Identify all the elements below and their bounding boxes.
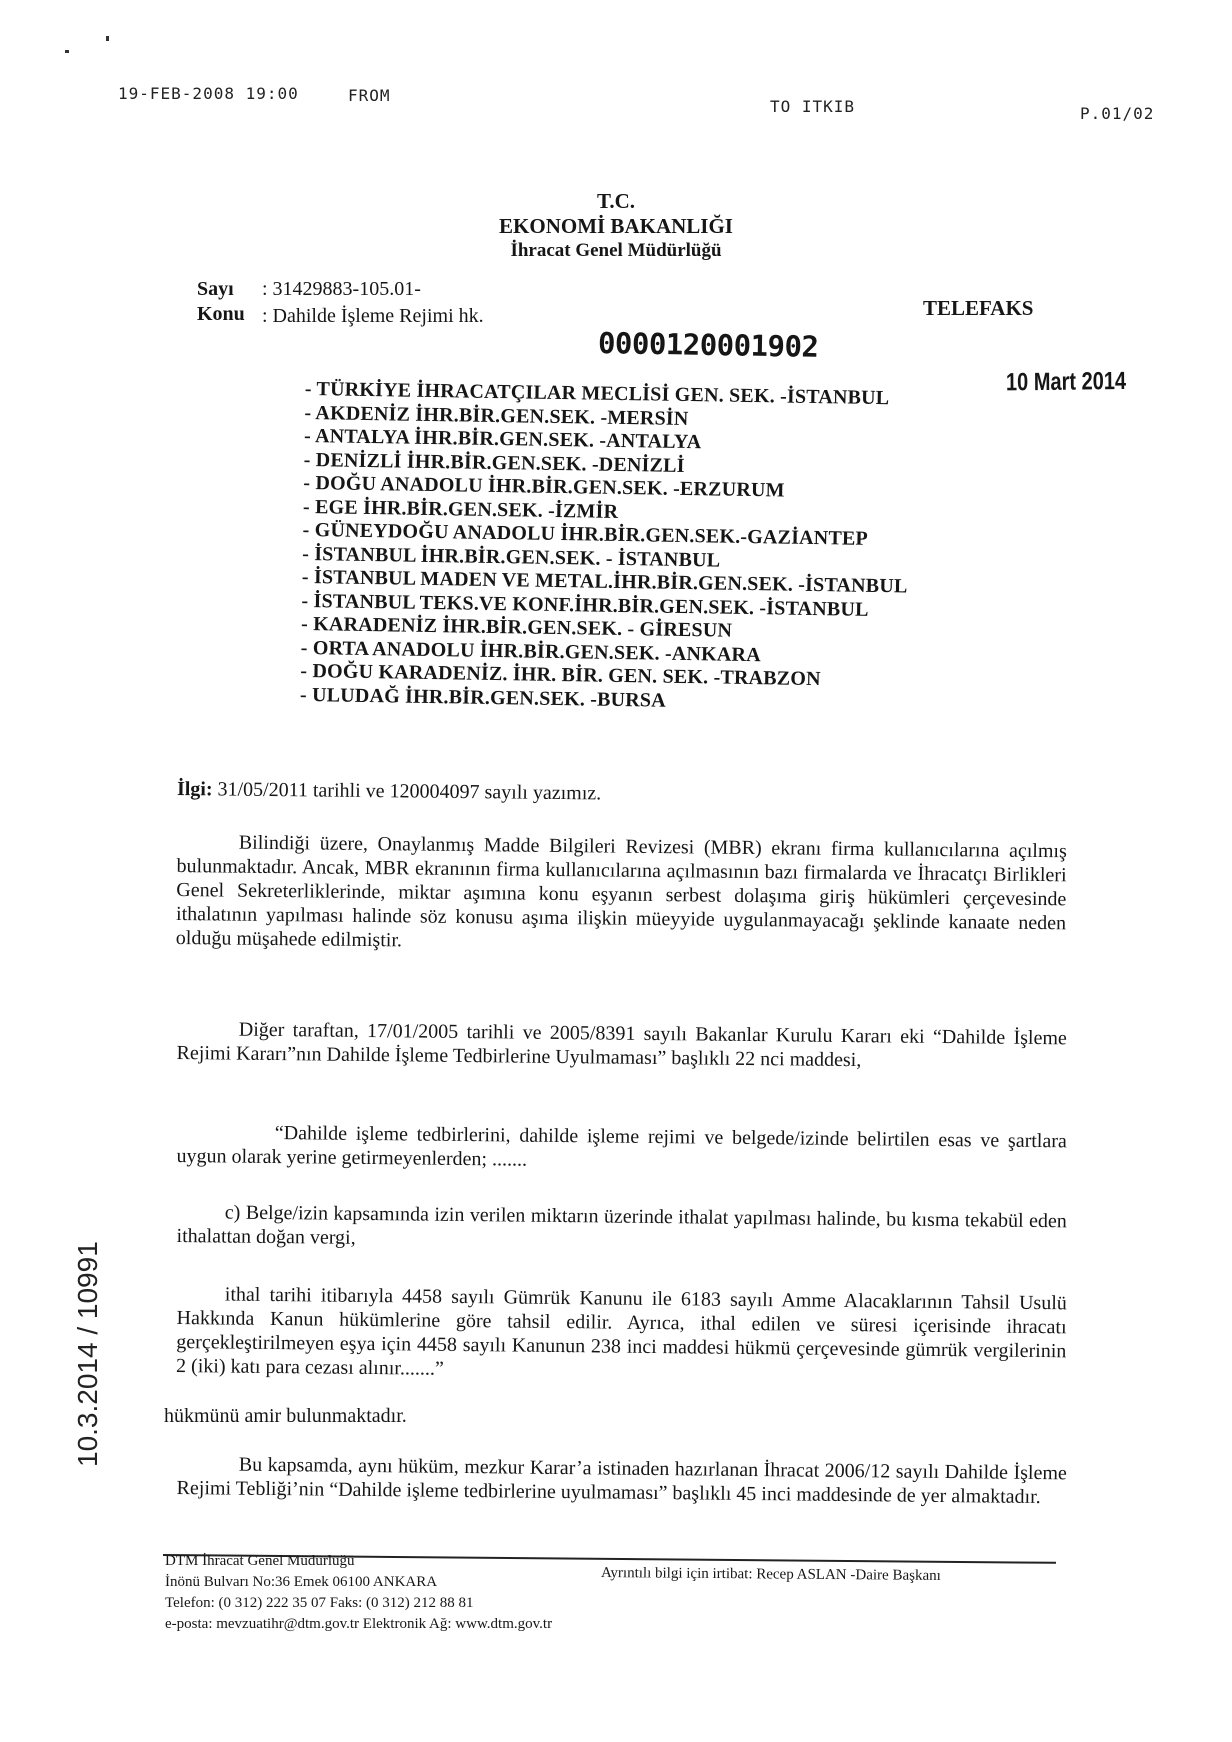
document-number: 0000120001902 <box>597 326 819 364</box>
ilgi-label: İlgi: <box>176 778 213 801</box>
recipient-item: - DENİZLİ İHR.BİR.GEN.SEK. -DENİZLİ <box>303 448 685 477</box>
recipient-item: - ORTA ANADOLU İHR.BİR.GEN.SEK. -ANKARA <box>300 636 761 666</box>
footer-directorate: DTM İhracat Genel Müdürlüğü <box>165 1553 355 1569</box>
recipient-item: - DOĞU ANADOLU İHR.BİR.GEN.SEK. -ERZURUM <box>303 471 785 502</box>
sayi-value: : 31429883-105.01- <box>262 278 421 300</box>
recipient-item: - GÜNEYDOĞU ANADOLU İHR.BİR.GEN.SEK.-GAZİANTEP <box>302 518 869 550</box>
letterhead-directorate: İhracat Genel Müdürlüğü <box>510 240 722 261</box>
fax-to: TO ITKIB <box>770 97 856 116</box>
konu-label: Konu <box>197 303 245 325</box>
recipient-item: - İSTANBUL İHR.BİR.GEN.SEK. - İSTANBUL <box>302 542 721 572</box>
recipient-item: - AKDENİZ İHR.BİR.GEN.SEK. -MERSİN <box>304 401 689 430</box>
footer-email-web: e-posta: mevzuatihr@dtm.gov.tr Elektronik Ağ: www.dtm.gov.tr <box>165 1616 553 1632</box>
recipient-item: - DOĞU KARADENİZ. İHR. BİR. GEN. SEK. -TRABZON <box>300 659 821 691</box>
stamp-date: 10 Mart 2014 <box>1005 367 1127 397</box>
paragraph-3-quote: “Dahilde işleme tedbirlerini, dahilde işleme rejimi ve belgede/izinde belirtilen esas ve şartlara uygun olarak yerine getirmeyenlerden; ....... <box>176 1122 1067 1171</box>
scan-speck <box>106 36 109 41</box>
recipient-item: - ULUDAĞ İHR.BİR.GEN.SEK. -BURSA <box>299 683 667 712</box>
fax-from-label: FROM <box>348 86 391 105</box>
recipient-item: - ANTALYA İHR.BİR.GEN.SEK. -ANTALYA <box>303 424 702 454</box>
paragraph-4: c) Belge/izin kapsamında izin verilen miktarın üzerinde ithalat yapılması halinde, bu kısma tekabül eden ithalattan doğan vergi, <box>176 1201 1067 1249</box>
letterhead-ministry: EKONOMİ BAKANLIĞI <box>499 214 733 238</box>
scan-speck <box>65 50 69 53</box>
fax-date-time: 19-FEB-2008 19:00 <box>118 84 299 103</box>
recipient-item: - EGE İHR.BİR.GEN.SEK. -İZMİR <box>302 495 619 523</box>
fax-page-number: P.01/02 <box>1080 104 1155 123</box>
footer-contact: Ayrıntılı bilgi için irtibat: Recep ASLAN -Daire Başkanı <box>600 1565 941 1584</box>
side-registration-stamp: 10.3.2014 / 10991 <box>72 1241 103 1467</box>
sayi-label: Sayı <box>197 278 234 300</box>
konu-value: : Dahilde İşleme Rejimi hk. <box>262 305 484 327</box>
ilgi-line <box>177 778 601 805</box>
footer-address: İnönü Bulvarı No:36 Emek 06100 ANKARA <box>165 1574 438 1590</box>
paragraph-1: Bilindiği üzere, Onaylanmış Madde Bilgileri Revizesi (MBR) ekranı firma kullanıcılarına açılmış bulunmaktadır. Ancak, MBR ekranının firma kullanıcılarına açılmasının bazı firmalarda ve İhracatçı Birlikleri Genel Sekreterliklerinde, miktar aşımına konu eşyanın serbest dolaşıma giriş hükümleri çerçevesinde ithalatının yapılması halinde söz konusu aşıma ilişkin müeyyide uygulanmayacağı şeklinde kanaate neden olduğu müşahede edilmiştir. <box>175 831 1067 952</box>
recipient-list <box>300 378 911 716</box>
recipient-item: - İSTANBUL MADEN VE METAL.İHR.BİR.GEN.SEK. -İSTANBUL <box>301 565 908 598</box>
paragraph-5: ithal tarihi itibarıyla 4458 sayılı Gümrük Kanunu ile 6183 sayılı Amme Alacaklarının Tahsil Usulü Hakkında Kanun hükümlerine göre tahsil edilir. Ayrıca, ithal edilen ve süresi içerisinde ihracatı gerçekleştirilmeyen eşya için 4458 sayılı Kanunun 238 inci maddesi hükmü çerçevesinde gümrük vergilerinin 2 (iki) katı para cezası alınır.......” <box>176 1283 1067 1380</box>
paragraph-7: Bu kapsamda, aynı hüküm, mezkur Karar’a istinaden hazırlanan İhracat 2006/12 sayılı Dahilde İşleme Rejimi Tebliği’nin “Dahilde işleme tedbirlerine uyulmaması” başlıklı 45 inci maddesinde de yer almaktadır. <box>176 1453 1067 1509</box>
letterhead-tc: T.C. <box>596 189 636 213</box>
recipient-item: - TÜRKİYE İHRACATÇILAR MECLİSİ GEN. SEK. -İSTANBUL <box>304 378 890 410</box>
telefaks-label: TELEFAKS <box>923 296 1034 320</box>
footer-phone-fax: Telefon: (0 312) 222 35 07 Faks: (0 312) 212 88 81 <box>165 1595 474 1611</box>
paragraph-6: hükmünü amir bulunmaktadır. <box>164 1405 407 1427</box>
recipient-item: - KARADENİZ İHR.BİR.GEN.SEK. - GİRESUN <box>300 612 733 642</box>
ilgi-text: 31/05/2011 tarihli ve 120004097 sayılı yazımız. <box>212 778 602 805</box>
paragraph-2: Diğer taraftan, 17/01/2005 tarihli ve 2005/8391 sayılı Bakanlar Kurulu Kararı eki “Dahilde İşleme Rejimi Kararı”nın Dahilde İşleme Tedbirlerine Uyulmaması” başlıklı 22 nci maddesi, <box>176 1018 1067 1072</box>
recipient-item: - İSTANBUL TEKS.VE KONF.İHR.BİR.GEN.SEK. -İSTANBUL <box>301 589 869 621</box>
